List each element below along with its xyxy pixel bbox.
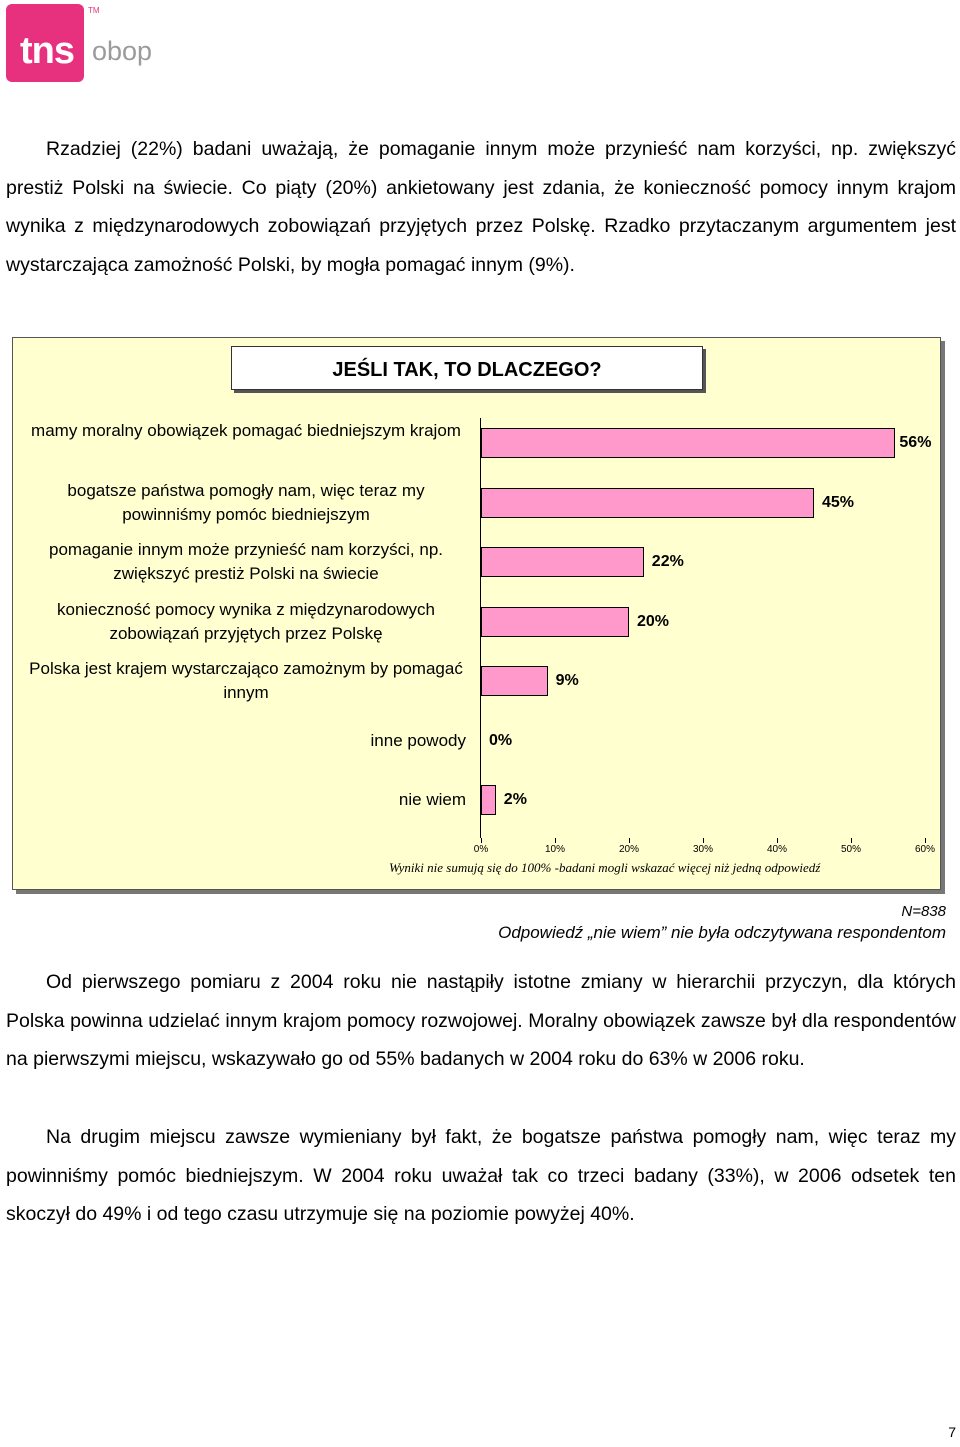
bar-value-label: 22%: [651, 553, 684, 570]
bar-value-label: 20%: [637, 612, 670, 630]
x-tick: [481, 838, 482, 843]
category-label: nie wiem: [398, 790, 466, 809]
x-tick: [777, 838, 778, 843]
bar: [481, 785, 496, 815]
x-tick-label: 60%: [914, 844, 936, 855]
category-label: konieczność pomocy wynika z międzynarodowych zobowiązań przyjętych przez Polskę: [57, 599, 435, 643]
sample-size: N=838: [901, 903, 946, 920]
logo-sub: obop: [92, 36, 153, 66]
x-tick-label: 20%: [618, 844, 640, 855]
x-tick: [851, 838, 852, 843]
logo-mark: [6, 4, 84, 82]
bar: [481, 428, 895, 458]
x-tick-label: 50%: [840, 844, 862, 855]
category-label: bogatsze państwa pomogły nam, więc teraz my powinniśmy pomóc biedniejszym: [67, 480, 425, 524]
logo-trademark: TM: [88, 6, 100, 15]
x-tick: [703, 838, 704, 843]
x-tick-label: 0%: [473, 844, 489, 855]
bar-value-label: 45%: [822, 493, 855, 511]
category-label: Polska jest krajem wystarczająco zamożnym by pomagać innym: [29, 659, 463, 702]
bar-value-label: 2%: [503, 791, 527, 808]
bar-value-label: 9%: [555, 672, 579, 689]
logo-brand: tns: [20, 30, 74, 72]
bar: [481, 488, 814, 518]
x-tick-label: 40%: [766, 844, 788, 855]
category-label: mamy moralny obowiązek pomagać biedniejszym krajom: [31, 421, 461, 440]
category-label: inne powody: [370, 730, 466, 750]
paragraph-comparison: Od pierwszego pomiaru z 2004 roku nie nastąpiły istotne zmiany w hierarchii przyczyn, dla których Polska powinna udzielać innym krajom pomocy rozwojowej. Moralny obowiązek zawsze był dla respondentów na pierwszymi miejscu, wskazywało go od 55% badanych w 2004 roku do 63% w 2006 roku.: [6, 971, 956, 1070]
paragraph-intro: Rzadziej (22%) badani uważają, że pomaganie innym może przynieść nam korzyści, np. zwiększyć prestiż Polski na świecie. Co piąty (20%) ankietowany jest zdania, że konieczność pomocy innym krajom wynika z międzynarodowych zobowiązań przyjętych przez Polskę. Rzadko przytaczanym argumentem jest wystarczająca zamożność Polski, by mogła pomagać innym (9%).: [6, 138, 956, 276]
bar: [481, 547, 644, 577]
chart-title: JEŚLI TAK, TO DLACZEGO?: [231, 346, 703, 390]
chart-note: Wyniki nie sumują się do 100% -badani mogli wskazać więcej niż jedną odpowiedź: [389, 860, 821, 875]
bar: [481, 666, 548, 696]
bar: [481, 607, 629, 637]
x-tick: [555, 838, 556, 843]
x-tick: [925, 838, 926, 843]
tns-obop-logo: [6, 4, 153, 84]
bar-value-label: 0%: [489, 731, 513, 749]
page-number: 7: [948, 1424, 956, 1440]
category-label: pomaganie innym może przynieść nam korzyści, np. zwiększyć prestiż Polski na świecie: [49, 540, 443, 583]
x-tick: [629, 838, 630, 843]
bar-chart: [12, 337, 941, 890]
dont-know-note: Odpowiedź „nie wiem” nie była odczytywana respondentom: [498, 923, 946, 942]
paragraph-second-place: Na drugim miejscu zawsze wymieniany był fakt, że bogatsze państwa pomogły nam, więc teraz my powinniśmy pomóc biedniejszym. W 2004 roku uważał tak co trzeci badany (33%), w 2006 odsetek ten skoczył do 49% i od tego czasu utrzymuje się na poziomie powyżej 40%.: [6, 1126, 956, 1225]
x-tick-label: 30%: [692, 844, 714, 855]
x-tick-label: 10%: [544, 844, 566, 855]
bar-value-label: 56%: [899, 434, 932, 451]
